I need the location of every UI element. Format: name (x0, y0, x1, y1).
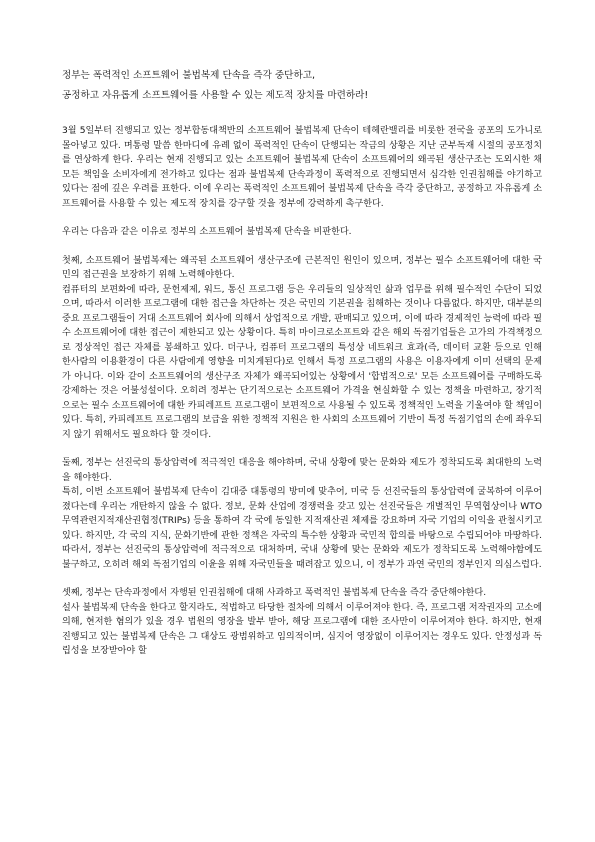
title-line-2: 공정하고 자유롭게 소프트웨어를 사용할 수 있는 제도적 장치를 마련하라! (62, 90, 369, 101)
statement-body (62, 124, 542, 659)
point-3-body: 설사 불법복제 단속을 한다고 할지라도, 적법하고 타당한 절차에 의해서 이루어져야 한다. 즉, 프로그램 저작권자의 고소에 의해, 현저한 혐의가 있을 경우 법원의 영장을 발부 받아, 해당 프로그램에 대한 조사만이 이루어져야 한다. 하지만, 현재 진행되고 있는 불법복제 단속은 그 대상도 광범위하고 임의적이며, 심지어 영장없이 이루어지는 경우도 있다. 안정성과 독립성을 보장받아야 할 (62, 602, 542, 656)
intro-paragraph: 3월 5일부터 진행되고 있는 정부합동대책반의 소프트웨어 불법복제 단속이 테헤란밸리를 비롯한 전국을 공포의 도가니로 몰아넣고 있다. 며통령 말씀 한마디에 유례 없이 폭력적인 단속이 단행되는 작금의 상황은 지난 군부독재 시절의 공포정치를 연상하게 한다. 우리는 현재 진행되고 있는 소프트웨어 불법복제 단속이 소프트웨어의 왜곡된 생산구조는 도외시한 채 모든 책임을 소비자에게 전가하고 있다는 점과 불법복제 단속과정이 폭력적으로 진행되면서 심각한 인권침해를 야기하고 있다는 점에 깊은 우려를 표한다. 이에 우리는 폭력적인 소프트웨어 불법복제 단속을 즉각 중단하고, 공정하고 자유롭게 소프트웨어를 사용할 수 있는 제도적 장치를 강구할 것을 정부에 강력하게 촉구한다. (62, 126, 542, 209)
point-1-body: 컴퓨터의 보편화에 따라, 문헌제제, 워드, 통신 프로그램 등은 우리들의 일상적인 삶과 업무를 위해 필수적인 수단이 되었으며, 따라서 이러한 프로그램에 대한 접근을 차단하는 것은 국민의 기본권을 침해하는 것이나 다름없다. 하지만, 대부분의 중요 프로그램들이 거대 소프트웨어 회사에 의해서 상업적으로 개발, 판매되고 있으며, 이에 따라 경제적인 능력에 따라 필수 소프트웨어에 대한 접근이 제한되고 있는 상황이다. 특히 마이크로소프트와 같은 해외 독점기업들은 고가의 가격책정으로 정상적인 접근 자체를 봉쇄하고 있다. 더구나, 컴퓨터 프로그램의 특성상 네트워크 효과(즉, 데이터 교환 등으로 인해 한사람의 이용환경이 다른 사람에게 영향을 미치게된다)로 인해서 특정 프로그램의 사용은 이용자에게 이미 선택의 문제가 아니다. 이와 같이 소프트웨어의 생산구조 자체가 왜곡되어있는 상황에서 '합법적으로' 모든 소프트웨어를 구매하도록 강제하는 것은 어불성설이다. 오히려 정부는 단기적으로는 소프트웨어 가격을 현실화할 수 있는 정책을 마련하고, 장기적으로는 필수 소프트웨어에 대한 카피레프트 프로그램이 보편적으로 사용될 수 있도록 정책적인 노력을 기울여야 할 책임이 있다. 특히, 카피레프트 프로그램의 보급을 위한 정책적 지원은 한 사회의 소프트웨어 기반이 특정 독점기업의 손에 좌우되지 않기 위해서도 필요하다 할 것이다. (62, 284, 542, 440)
statement-title (62, 66, 542, 106)
point-1-heading: 첫째, 소프트웨어 불법복제는 왜곡된 소프트웨어 생산구조에 근본적인 원인이 있으며, 정부는 필수 소프트웨어에 대한 국민의 접근권을 보장하기 위해 노력해야한다. (62, 255, 542, 280)
point-2-body: 특히, 이번 소프트웨어 불법복제 단속이 김대중 대통령의 방미에 맞추어, 미국 등 선진국들의 통상압력에 굴복하여 이루어졌다는데 우리는 개탄하지 않을 수 없다. 정보, 문화 산업에 경쟁력을 갖고 있는 선진국들은 개별적인 무역협상이나 WTO 무역관련지적재산권협정(TRIPs) 등을 통하여 각 국에 동일한 지적재산권 체제를 강요하며 자국 기업의 이익을 관철시키고 있다. 하지만, 각 국의 지식, 문화기반에 관한 정책은 자국의 특수한 상황과 국민적 합의를 바탕으로 수립되어야 마땅하다. 따라서, 정부는 선진국의 통상압력에 적극적으로 대처하며, 국내 상황에 맞는 문화와 제도가 정착되도록 노력해야함에도 불구하고, 오히려 해외 독점기업의 이윤을 위해 자국민들을 때려잡고 있으니, 이 정부가 과연 국민의 정부인지 의심스럽다. (62, 487, 542, 570)
title-line-1: 정부는 폭력적인 소프트웨어 불법복제 단속을 즉각 중단하고, (62, 70, 316, 81)
point-2-heading: 둘째, 정부는 선진국의 통상압력에 적극적인 대응을 해야하며, 국내 상황에 맞는 문화와 제도가 정착되도록 최대한의 노력을 해야한다. (62, 458, 542, 483)
point-3-heading: 셋째, 정부는 단속과정에서 자행된 인권침해에 대해 사과하고 폭력적인 불법복제 단속을 즉각 중단해야한다. (62, 588, 487, 598)
lead-sentence: 우리는 다음과 같은 이유로 정부의 소프트웨어 불법복제 단속을 비판한다. (62, 227, 352, 237)
